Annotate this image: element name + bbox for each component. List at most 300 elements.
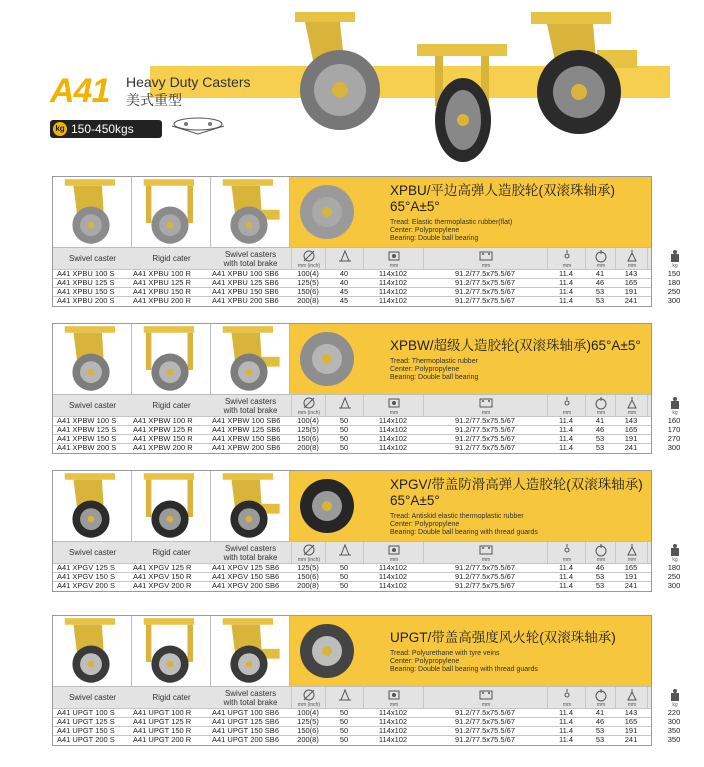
spec-value: 91.2/77.5x75.5/67 bbox=[454, 416, 516, 425]
spec-value: 241 bbox=[624, 735, 638, 744]
caster-type-label: Rigid cater bbox=[152, 693, 191, 702]
brake-model: A41 XPBU 100 SB6 bbox=[212, 269, 279, 278]
spec-value: 114x102 bbox=[378, 563, 408, 572]
section-info bbox=[290, 616, 651, 686]
table-row bbox=[53, 425, 681, 434]
spec-value: 300 bbox=[667, 581, 681, 590]
caster-image-swivel bbox=[53, 616, 132, 686]
spec-value: 91.2/77.5x75.5/67 bbox=[454, 726, 516, 735]
spec-value: 150(6) bbox=[297, 434, 319, 443]
spec-value: 191 bbox=[624, 287, 638, 296]
caster-type-label: Swivel caster bbox=[68, 254, 117, 263]
table-row bbox=[53, 572, 681, 581]
spec-value: 91.2/77.5x75.5/67 bbox=[454, 735, 516, 744]
model-title: A41 bbox=[50, 72, 110, 110]
spec-value: 241 bbox=[624, 296, 638, 305]
bearing-spec: Bearing: Double ball bearing bbox=[390, 235, 479, 242]
spec-value: 11.4 bbox=[558, 443, 574, 452]
load-badge bbox=[50, 120, 162, 138]
height-icon bbox=[615, 542, 648, 564]
hero-rigid-caster bbox=[415, 40, 515, 165]
caster-image-brake bbox=[211, 177, 290, 247]
bolt-icon bbox=[547, 542, 586, 564]
spec-value: 114x102 bbox=[378, 278, 408, 287]
rigid-model: A41 XPGV 125 R bbox=[133, 563, 192, 572]
spec-value: 46 bbox=[595, 278, 605, 287]
table-row bbox=[53, 708, 681, 717]
table-row bbox=[53, 434, 681, 443]
spec-value: 50 bbox=[339, 735, 349, 744]
rigid-model: A41 XPBW 150 R bbox=[133, 434, 193, 443]
section-xpbw bbox=[52, 323, 681, 454]
width-icon bbox=[325, 248, 364, 270]
plate-icon bbox=[363, 395, 424, 417]
spec-value: 46 bbox=[595, 717, 605, 726]
rigid-model: A41 XPBW 200 R bbox=[133, 443, 193, 452]
spec-value: 125(5) bbox=[297, 278, 319, 287]
center-spec: Center: Polypropylene bbox=[390, 227, 460, 234]
spec-value: 125(5) bbox=[297, 563, 319, 572]
spec-value: 11.4 bbox=[558, 425, 574, 434]
caster-image-brake bbox=[211, 471, 290, 541]
spec-value: 200(8) bbox=[297, 735, 319, 744]
hero-brake-caster bbox=[527, 10, 647, 145]
spec-value: 53 bbox=[595, 296, 605, 305]
spec-value: 220 bbox=[667, 708, 681, 717]
brake-model: A41 UPGT 100 SB6 bbox=[212, 708, 279, 717]
table-row bbox=[53, 581, 681, 590]
swivel-model: A41 XPGV 125 S bbox=[57, 563, 115, 572]
spec-value: 114x102 bbox=[378, 581, 408, 590]
spec-value: 45 bbox=[339, 287, 349, 296]
spec-value: 114x102 bbox=[378, 434, 408, 443]
spec-value: 91.2/77.5x75.5/67 bbox=[454, 287, 516, 296]
spec-value: 11.4 bbox=[558, 581, 574, 590]
center-spec: Center: Polypropylene bbox=[390, 366, 460, 373]
brake-model: A41 XPGV 125 SB6 bbox=[212, 563, 280, 572]
spec-icon-row bbox=[290, 686, 678, 709]
section-info bbox=[290, 177, 651, 247]
spec-value: 200(8) bbox=[297, 581, 319, 590]
unit-label: mm bbox=[627, 557, 637, 563]
spec-value: 300 bbox=[667, 717, 681, 726]
spec-value: 50 bbox=[339, 581, 349, 590]
caster-type-label: Swivel casters with total brake bbox=[223, 250, 278, 268]
width-icon bbox=[325, 687, 364, 709]
tread-spec: Tread: Elastic thermoplastic rubber(flat) bbox=[390, 219, 513, 226]
spec-value: 50 bbox=[339, 708, 349, 717]
swivel-model: A41 XPBW 150 S bbox=[57, 434, 117, 443]
spec-value: 165 bbox=[624, 425, 638, 434]
offset-icon bbox=[585, 248, 616, 270]
hole-spacing-icon bbox=[423, 248, 548, 270]
rigid-model: A41 XPBU 150 R bbox=[133, 287, 191, 296]
spec-value: 241 bbox=[624, 443, 638, 452]
center-spec: Center: Polypropylene bbox=[390, 521, 460, 528]
unit-label: mm bbox=[562, 263, 572, 269]
spec-value: 50 bbox=[339, 443, 349, 452]
weight-icon bbox=[647, 248, 702, 270]
rigid-model: A41 XPBW 125 R bbox=[133, 425, 193, 434]
spec-value: 114x102 bbox=[378, 717, 408, 726]
table-row bbox=[53, 269, 681, 278]
swivel-model: A41 UPGT 200 S bbox=[57, 735, 115, 744]
spec-value: 53 bbox=[595, 443, 605, 452]
spec-icon-row bbox=[290, 247, 678, 270]
caster-image-swivel bbox=[53, 471, 132, 541]
spec-value: 11.4 bbox=[558, 296, 574, 305]
caster-type-label: Rigid cater bbox=[152, 548, 191, 557]
hole-spacing-icon bbox=[423, 395, 548, 417]
unit-label: mm bbox=[596, 410, 606, 416]
spec-value: 53 bbox=[595, 287, 605, 296]
unit-label: mm bbox=[389, 410, 399, 416]
table-row bbox=[53, 563, 681, 572]
spec-value: 241 bbox=[624, 581, 638, 590]
spec-value: 250 bbox=[667, 572, 681, 581]
center-spec: Center: Polypropylene bbox=[390, 658, 460, 665]
tread-spec: Tread: Polyurethane with tyre veins bbox=[390, 650, 500, 657]
caster-type-label: Swivel caster bbox=[68, 401, 117, 410]
swivel-model: A41 XPBW 200 S bbox=[57, 443, 117, 452]
spec-value: 91.2/77.5x75.5/67 bbox=[454, 581, 516, 590]
spec-value: 45 bbox=[339, 296, 349, 305]
spec-value: 50 bbox=[339, 572, 349, 581]
spec-value: 114x102 bbox=[378, 443, 408, 452]
swivel-model: A41 XPBU 125 S bbox=[57, 278, 115, 287]
unit-label: mm (inch) bbox=[297, 263, 321, 269]
spec-value: 114x102 bbox=[378, 708, 408, 717]
spec-value: 300 bbox=[667, 296, 681, 305]
table-row bbox=[53, 287, 681, 296]
brake-model: A41 UPGT 150 SB6 bbox=[212, 726, 279, 735]
spec-value: 160 bbox=[667, 416, 681, 425]
spec-value: 150(6) bbox=[297, 726, 319, 735]
spec-value: 50 bbox=[339, 434, 349, 443]
spec-value: 300 bbox=[667, 443, 681, 452]
unit-label: mm bbox=[481, 410, 491, 416]
table-row bbox=[53, 416, 681, 425]
section-info bbox=[290, 471, 651, 541]
spec-value: 11.4 bbox=[558, 416, 574, 425]
unit-label: kg bbox=[672, 702, 678, 708]
unit-label: mm bbox=[481, 557, 491, 563]
unit-label: mm (inch) bbox=[297, 557, 321, 563]
rigid-model: A41 UPGT 150 R bbox=[133, 726, 192, 735]
title-en: Heavy Duty Casters bbox=[126, 74, 251, 90]
spec-value: 165 bbox=[624, 278, 638, 287]
spec-value: 150 bbox=[667, 269, 681, 278]
bearing-spec: Bearing: Double ball bearing with thread guards bbox=[390, 666, 538, 673]
spec-value: 114x102 bbox=[378, 726, 408, 735]
spec-value: 150(6) bbox=[297, 287, 319, 296]
spec-value: 41 bbox=[595, 708, 605, 717]
weight-icon bbox=[647, 542, 702, 564]
spec-value: 91.2/77.5x75.5/67 bbox=[454, 572, 516, 581]
tread-spec: Tread: Antiskid elastic thermoplastic rubber bbox=[390, 513, 524, 520]
table-row bbox=[53, 296, 681, 305]
swivel-model: A41 UPGT 100 S bbox=[57, 708, 115, 717]
diameter-icon bbox=[291, 542, 326, 564]
unit-label: mm bbox=[562, 702, 572, 708]
brake-model: A41 XPBW 100 SB6 bbox=[212, 416, 281, 425]
spec-value: 270 bbox=[667, 434, 681, 443]
unit-label: mm bbox=[562, 410, 572, 416]
section-title: XPBW/超级人造胶轮(双滚珠轴承)65°A±5° bbox=[390, 338, 641, 353]
caster-image-rigid bbox=[132, 616, 211, 686]
spec-value: 46 bbox=[595, 563, 605, 572]
caster-type-label: Swivel casters with total brake bbox=[223, 689, 278, 707]
spec-value: 114x102 bbox=[378, 416, 408, 425]
caster-image-rigid bbox=[132, 471, 211, 541]
brake-model: A41 XPGV 150 SB6 bbox=[212, 572, 280, 581]
table-row bbox=[53, 726, 681, 735]
spec-value: 180 bbox=[667, 278, 681, 287]
spec-value: 91.2/77.5x75.5/67 bbox=[454, 296, 516, 305]
section-title: XPBU/平边高弹人造胶轮(双滚珠轴承) bbox=[390, 183, 616, 198]
offset-icon bbox=[585, 687, 616, 709]
section-xpgv bbox=[52, 470, 681, 592]
caster-image-swivel bbox=[53, 177, 132, 247]
spec-value: 91.2/77.5x75.5/67 bbox=[454, 708, 516, 717]
spec-value: 114x102 bbox=[378, 296, 408, 305]
rigid-model: A41 XPBU 100 R bbox=[133, 269, 191, 278]
height-icon bbox=[615, 395, 648, 417]
bolt-icon bbox=[547, 248, 586, 270]
caster-type-label: Swivel caster bbox=[68, 548, 117, 557]
caster-type-label: Swivel caster bbox=[68, 693, 117, 702]
spec-value: 11.4 bbox=[558, 717, 574, 726]
spec-value: 165 bbox=[624, 563, 638, 572]
swivel-model: A41 UPGT 150 S bbox=[57, 726, 115, 735]
spec-value: 11.4 bbox=[558, 434, 574, 443]
brake-model: A41 XPBW 125 SB6 bbox=[212, 425, 281, 434]
spec-value: 40 bbox=[339, 278, 349, 287]
swivel-model: A41 XPBU 150 S bbox=[57, 287, 115, 296]
brake-model: A41 XPBU 125 SB6 bbox=[212, 278, 279, 287]
height-icon bbox=[615, 687, 648, 709]
table-row bbox=[53, 735, 681, 744]
wheel-icon bbox=[298, 330, 356, 388]
spec-value: 53 bbox=[595, 581, 605, 590]
hole-spacing-icon bbox=[423, 542, 548, 564]
spec-value: 46 bbox=[595, 425, 605, 434]
caster-image-brake bbox=[211, 616, 290, 686]
wheel-icon bbox=[298, 622, 356, 680]
unit-label: mm bbox=[596, 263, 606, 269]
rigid-model: A41 UPGT 100 R bbox=[133, 708, 192, 717]
swivel-model: A41 XPBU 100 S bbox=[57, 269, 115, 278]
spec-icon-row bbox=[290, 541, 678, 564]
hole-spacing-icon bbox=[423, 687, 548, 709]
bolt-icon bbox=[547, 687, 586, 709]
spec-value: 50 bbox=[339, 425, 349, 434]
spec-value: 191 bbox=[624, 572, 638, 581]
width-icon bbox=[325, 542, 364, 564]
width-icon bbox=[325, 395, 364, 417]
spec-value: 50 bbox=[339, 717, 349, 726]
rigid-model: A41 XPGV 200 R bbox=[133, 581, 192, 590]
section-title-hardness: 65°A±5° bbox=[390, 199, 440, 214]
unit-label: mm bbox=[627, 410, 637, 416]
rigid-model: A41 XPBW 100 R bbox=[133, 416, 193, 425]
offset-icon bbox=[585, 542, 616, 564]
spec-value: 114x102 bbox=[378, 287, 408, 296]
unit-label: mm bbox=[389, 557, 399, 563]
wheel-icon bbox=[298, 183, 356, 241]
diameter-icon bbox=[291, 687, 326, 709]
spec-value: 350 bbox=[667, 726, 681, 735]
section-xpbu bbox=[52, 176, 681, 307]
unit-label: mm (inch) bbox=[297, 410, 321, 416]
rigid-model: A41 XPBU 125 R bbox=[133, 278, 191, 287]
spec-value: 91.2/77.5x75.5/67 bbox=[454, 278, 516, 287]
table-row bbox=[53, 278, 681, 287]
unit-label: kg bbox=[672, 557, 678, 563]
spec-value: 350 bbox=[667, 735, 681, 744]
spec-value: 50 bbox=[339, 726, 349, 735]
bearing-spec: Bearing: Double ball bearing with thread guards bbox=[390, 529, 538, 536]
spec-value: 53 bbox=[595, 572, 605, 581]
rigid-model: A41 UPGT 125 R bbox=[133, 717, 192, 726]
spec-value: 191 bbox=[624, 434, 638, 443]
spec-value: 100(4) bbox=[297, 269, 319, 278]
section-title-hardness: 65°A±5° bbox=[390, 493, 440, 508]
table-row bbox=[53, 443, 681, 452]
tread-spec: Tread: Thermoplastic rubber bbox=[390, 358, 478, 365]
spec-value: 53 bbox=[595, 434, 605, 443]
unit-label: mm bbox=[389, 263, 399, 269]
height-icon bbox=[615, 248, 648, 270]
spec-value: 91.2/77.5x75.5/67 bbox=[454, 434, 516, 443]
brake-model: A41 UPGT 200 SB6 bbox=[212, 735, 279, 744]
plate-icon bbox=[363, 542, 424, 564]
weight-icon: kg bbox=[53, 122, 67, 136]
unit-label: mm bbox=[627, 702, 637, 708]
spec-value: 100(4) bbox=[297, 708, 319, 717]
hero-swivel-caster bbox=[285, 10, 395, 140]
swivel-model: A41 UPGT 125 S bbox=[57, 717, 115, 726]
caster-type-label: Rigid cater bbox=[152, 401, 191, 410]
spec-value: 114x102 bbox=[378, 425, 408, 434]
swivel-model: A41 XPGV 200 S bbox=[57, 581, 115, 590]
spec-value: 191 bbox=[624, 726, 638, 735]
brake-model: A41 XPBU 150 SB6 bbox=[212, 287, 279, 296]
title-cn: 美式重型 bbox=[126, 92, 182, 108]
diameter-icon bbox=[291, 395, 326, 417]
spec-value: 165 bbox=[624, 717, 638, 726]
spec-value: 150(6) bbox=[297, 572, 319, 581]
spec-value: 11.4 bbox=[558, 278, 574, 287]
spec-value: 170 bbox=[667, 425, 681, 434]
offset-icon bbox=[585, 395, 616, 417]
swivel-model: A41 XPBU 200 S bbox=[57, 296, 115, 305]
spec-value: 143 bbox=[624, 416, 638, 425]
unit-label: kg bbox=[672, 410, 678, 416]
brake-model: A41 XPBW 150 SB6 bbox=[212, 434, 281, 443]
mounting-plate-icon bbox=[166, 114, 230, 140]
spec-value: 41 bbox=[595, 269, 605, 278]
spec-value: 91.2/77.5x75.5/67 bbox=[454, 563, 516, 572]
spec-value: 11.4 bbox=[558, 563, 574, 572]
caster-image-swivel bbox=[53, 324, 132, 394]
rigid-model: A41 XPGV 150 R bbox=[133, 572, 192, 581]
unit-label: mm bbox=[389, 702, 399, 708]
spec-value: 114x102 bbox=[378, 269, 408, 278]
section-upgt bbox=[52, 615, 681, 746]
unit-label: mm bbox=[481, 702, 491, 708]
unit-label: mm bbox=[562, 557, 572, 563]
weight-icon bbox=[647, 395, 702, 417]
bolt-icon bbox=[547, 395, 586, 417]
spec-value: 200(8) bbox=[297, 296, 319, 305]
unit-label: mm bbox=[627, 263, 637, 269]
section-title: XPGV/带盖防滑高弹人造胶轮(双滚珠轴承) bbox=[390, 477, 643, 492]
unit-label: mm bbox=[481, 263, 491, 269]
spec-value: 11.4 bbox=[558, 572, 574, 581]
wheel-icon bbox=[298, 477, 356, 535]
caster-image-rigid bbox=[132, 177, 211, 247]
spec-value: 114x102 bbox=[378, 572, 408, 581]
caster-type-label: Swivel casters with total brake bbox=[223, 544, 278, 562]
bearing-spec: Bearing: Double ball bearing bbox=[390, 374, 479, 381]
brake-model: A41 XPBW 200 SB6 bbox=[212, 443, 281, 452]
caster-image-rigid bbox=[132, 324, 211, 394]
brake-model: A41 UPGT 125 SB6 bbox=[212, 717, 279, 726]
unit-label: mm bbox=[596, 702, 606, 708]
spec-value: 91.2/77.5x75.5/67 bbox=[454, 425, 516, 434]
plate-icon bbox=[363, 248, 424, 270]
unit-label: mm bbox=[596, 557, 606, 563]
section-info bbox=[290, 324, 651, 394]
caster-image-brake bbox=[211, 324, 290, 394]
spec-value: 91.2/77.5x75.5/67 bbox=[454, 717, 516, 726]
spec-icon-row bbox=[290, 394, 678, 417]
spec-value: 11.4 bbox=[558, 269, 574, 278]
spec-value: 11.4 bbox=[558, 287, 574, 296]
spec-value: 250 bbox=[667, 287, 681, 296]
spec-value: 50 bbox=[339, 563, 349, 572]
swivel-model: A41 XPBW 100 S bbox=[57, 416, 117, 425]
spec-value: 200(8) bbox=[297, 443, 319, 452]
spec-value: 41 bbox=[595, 416, 605, 425]
swivel-model: A41 XPBW 125 S bbox=[57, 425, 117, 434]
spec-value: 114x102 bbox=[378, 735, 408, 744]
diameter-icon bbox=[291, 248, 326, 270]
weight-icon bbox=[647, 687, 702, 709]
unit-label: kg bbox=[672, 263, 678, 269]
spec-value: 11.4 bbox=[558, 708, 574, 717]
spec-value: 143 bbox=[624, 708, 638, 717]
spec-value: 50 bbox=[339, 416, 349, 425]
swivel-model: A41 XPGV 150 S bbox=[57, 572, 115, 581]
table-row bbox=[53, 717, 681, 726]
spec-value: 11.4 bbox=[558, 735, 574, 744]
spec-value: 11.4 bbox=[558, 726, 574, 735]
rigid-model: A41 XPBU 200 R bbox=[133, 296, 191, 305]
spec-value: 53 bbox=[595, 735, 605, 744]
brake-model: A41 XPGV 200 SB6 bbox=[212, 581, 280, 590]
brake-model: A41 XPBU 200 SB6 bbox=[212, 296, 279, 305]
plate-icon bbox=[363, 687, 424, 709]
caster-type-label: Swivel casters with total brake bbox=[223, 397, 278, 415]
rigid-model: A41 UPGT 200 R bbox=[133, 735, 192, 744]
caster-type-label: Rigid cater bbox=[152, 254, 191, 263]
spec-value: 180 bbox=[667, 563, 681, 572]
spec-value: 91.2/77.5x75.5/67 bbox=[454, 269, 516, 278]
spec-value: 91.2/77.5x75.5/67 bbox=[454, 443, 516, 452]
spec-value: 143 bbox=[624, 269, 638, 278]
